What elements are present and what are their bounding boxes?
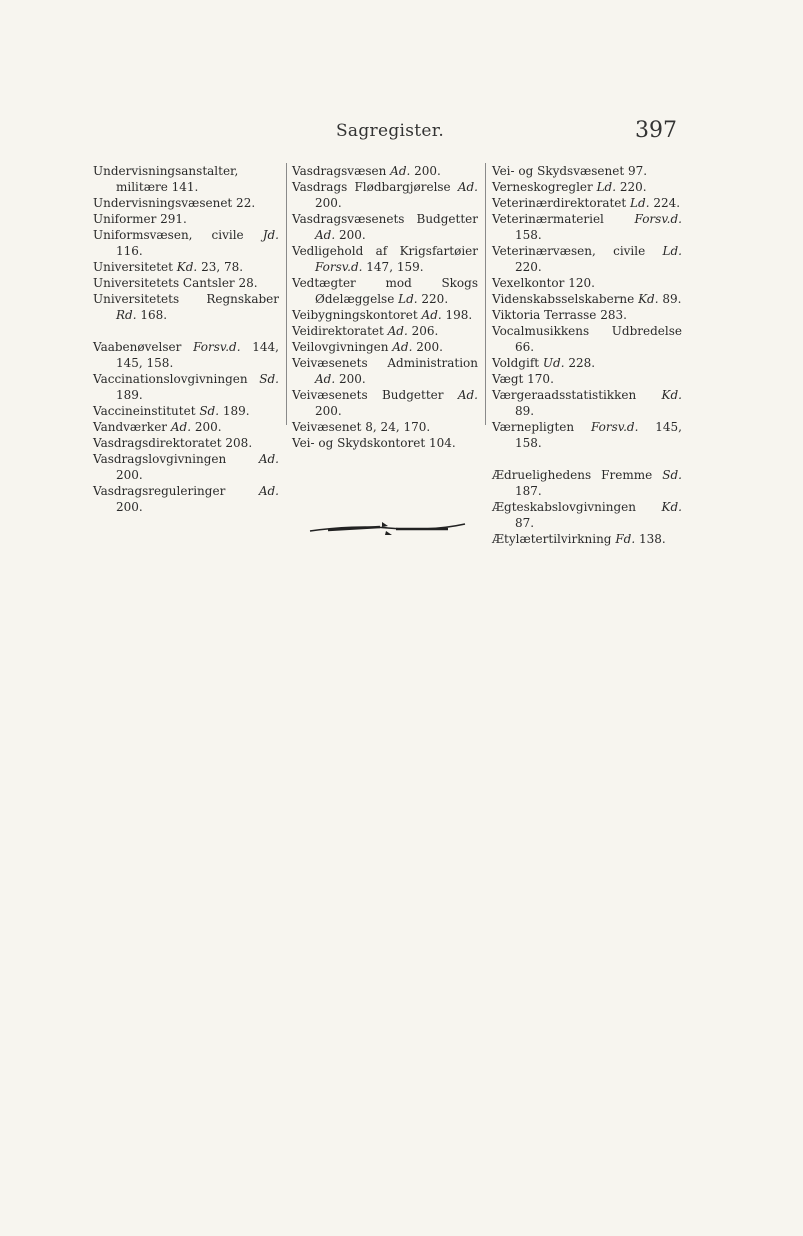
entry-pre: Veidirektoratet	[292, 324, 388, 338]
entry-pre: Undervisningsanstalter, militære 141.	[93, 164, 239, 194]
entry-pre: Veterinærvæsen, civile	[492, 244, 663, 258]
index-entry	[93, 275, 279, 291]
entry-pre: Veivæsenet 8, 24, 170.	[292, 420, 431, 434]
entry-post: 220.	[417, 292, 449, 306]
index-entry	[292, 307, 478, 323]
entry-pre: Vaccineinstitutet	[93, 404, 200, 418]
entry-ital: Ld.	[630, 196, 650, 210]
index-entry	[492, 467, 682, 499]
entry-post: 200.	[315, 196, 342, 210]
index-entry	[492, 355, 682, 371]
entry-ital: Ad.	[390, 164, 411, 178]
entry-post: 89.	[515, 404, 535, 418]
entry-ital: Ad.	[421, 308, 442, 322]
index-entry	[93, 195, 279, 211]
entry-ital: Forsv.d.	[590, 420, 639, 434]
index-entry	[93, 435, 279, 451]
index-entry	[492, 243, 682, 275]
entry-post: 116.	[116, 244, 143, 258]
entry-post: 144, 145, 158.	[116, 340, 279, 370]
entry-pre: Veibygningskontoret	[292, 308, 422, 322]
entry-pre: Veivæsenets Budgetter	[292, 388, 458, 402]
entry-pre: Universitetet	[93, 260, 177, 274]
entry-pre: Voldgift	[492, 356, 543, 370]
entry-ital: Ad.	[457, 180, 478, 194]
entry-post: 220.	[515, 260, 542, 274]
entry-pre: Værnepligten	[492, 420, 591, 434]
entry-pre: Videnskabsselskaberne	[492, 292, 639, 306]
entry-post: 23, 78.	[197, 260, 244, 274]
entry-pre: Vedtægter mod Skogs Ødelæggelse	[292, 276, 478, 306]
index-entry	[492, 211, 682, 243]
index-entry	[292, 243, 478, 275]
entry-post: 200.	[335, 372, 366, 386]
entry-ital: Forsv.d.	[315, 260, 363, 274]
entry-pre: Uniformsvæsen, civile	[93, 228, 263, 242]
entry-pre: Vasdrags Flødbargjørelse	[292, 180, 458, 194]
entry-pre: Vei- og Skydsvæsenet 97.	[492, 164, 648, 178]
entry-pre: Vedligehold af Krigsfartøier	[292, 244, 478, 258]
entry-post: 147, 159.	[362, 260, 424, 274]
entry-post: 220.	[616, 180, 647, 194]
entry-ital: Ad.	[258, 452, 279, 466]
entry-post: 198.	[441, 308, 473, 322]
index-entry	[93, 451, 279, 483]
index-entry	[492, 195, 682, 211]
entry-ital: Ad.	[315, 228, 336, 242]
entry-post: 200.	[116, 468, 143, 482]
index-entry	[93, 163, 279, 195]
entry-post: 87.	[515, 516, 535, 530]
entry-ital: Kd.	[638, 292, 659, 306]
entry-ital: Kd.	[176, 260, 198, 274]
entry-ital: Kd.	[661, 388, 682, 402]
entry-pre: Viktoria Terrasse 283.	[492, 308, 627, 322]
entry-pre: Vasdragsdirektoratet 208.	[93, 436, 253, 450]
index-entry	[492, 291, 682, 307]
entry-post: 200.	[410, 164, 441, 178]
index-entry	[492, 323, 682, 355]
entry-post: 206.	[407, 324, 439, 338]
entry-post: 187.	[515, 484, 542, 498]
entry-post: 200.	[315, 404, 342, 418]
entry-pre: Vandværker	[93, 420, 171, 434]
entry-pre: Vasdragsreguleringer	[93, 484, 259, 498]
entry-ital: Kd.	[661, 500, 682, 514]
index-entry	[93, 339, 279, 371]
entry-pre: Veterinærmateriel	[492, 212, 635, 226]
index-entry	[93, 259, 279, 275]
index-entry	[492, 371, 682, 387]
entry-pre: Vægt 170.	[492, 372, 554, 386]
index-entry	[292, 387, 478, 419]
entry-post: 189.	[219, 404, 250, 418]
entry-pre: Vaabenøvelser	[93, 340, 194, 354]
index-entry	[492, 179, 682, 195]
entry-ital: Sd.	[662, 468, 682, 482]
entry-ital: Ad.	[387, 324, 408, 338]
entry-pre: Vexelkontor 120.	[492, 276, 595, 290]
entry-ital: Ad.	[457, 388, 478, 402]
entry-post: 189.	[116, 388, 143, 402]
index-entry	[292, 419, 478, 435]
entry-pre: Universitetets Cantsler 28.	[93, 276, 258, 290]
index-entry	[492, 531, 682, 547]
index-entry	[492, 307, 682, 323]
entry-post: 200.	[191, 420, 222, 434]
entry-post: 89.	[658, 292, 682, 306]
index-entry	[292, 211, 478, 243]
index-column-3	[492, 163, 682, 547]
entry-post: 158.	[515, 228, 542, 242]
index-entry	[93, 403, 279, 419]
entry-pre: Værgeraadsstatistikken	[492, 388, 662, 402]
entry-pre: Vasdragsvæsen	[292, 164, 391, 178]
entry-post: 200.	[116, 500, 143, 514]
index-entry	[292, 355, 478, 387]
index-entry	[93, 419, 279, 435]
entry-post: 200.	[412, 340, 443, 354]
entry-pre: Undervisningsvæsenet 22.	[93, 196, 256, 210]
entry-ital: Ad.	[315, 372, 336, 386]
entry-pre: Universitetets Regnskaber	[93, 292, 279, 306]
entry-pre: Veterinærdirektoratet	[492, 196, 631, 210]
entry-ital: Ad.	[258, 484, 279, 498]
entry-ital: Ld.	[596, 180, 617, 194]
entry-ital: Ld.	[398, 292, 418, 306]
entry-pre: Ægteskabslovgivningen	[492, 500, 662, 514]
page-number: 397	[635, 118, 677, 143]
entry-post: 145, 158.	[515, 420, 682, 450]
entry-pre: Ædruelighedens Fremme	[492, 468, 663, 482]
entry-pre: Vei- og Skydskontoret 104.	[292, 436, 456, 450]
entry-ital: Forsv.d.	[634, 212, 682, 226]
index-entry	[492, 163, 682, 179]
entry-pre: Vasdragslovgivningen	[93, 452, 259, 466]
entry-ital: Ad.	[392, 340, 413, 354]
index-entry	[292, 179, 478, 211]
entry-post: 168.	[136, 308, 168, 322]
index-entry	[292, 435, 478, 451]
index-entry	[292, 275, 478, 307]
entry-pre: Vaccinationslovgivningen	[93, 372, 260, 386]
index-entry	[292, 163, 478, 179]
entry-ital: Rd.	[116, 308, 137, 322]
index-entry	[492, 419, 682, 451]
entry-ital: Fd.	[615, 532, 636, 546]
index-entry	[93, 483, 279, 515]
index-entry	[93, 371, 279, 403]
entry-pre: Vocalmusikkens Udbredelse 66.	[492, 324, 682, 354]
column-divider-1	[286, 163, 287, 425]
entry-pre: Verneskogregler	[492, 180, 597, 194]
entry-pre: Vasdragsvæsenets Budgetter	[292, 212, 478, 226]
index-entry	[93, 211, 279, 227]
entry-ital: Sd.	[259, 372, 279, 386]
flourish-ornament	[308, 518, 468, 540]
index-entry	[492, 499, 682, 531]
column-divider-2	[485, 163, 486, 425]
entry-ital: Ad.	[170, 420, 192, 434]
index-entry	[492, 387, 682, 419]
entry-pre: Veivæsenets Administration	[292, 356, 478, 370]
index-entry	[93, 227, 279, 259]
entry-post: 200.	[335, 228, 366, 242]
page-header	[0, 118, 803, 148]
index-entry	[292, 339, 478, 355]
entry-pre: Uniformer 291.	[93, 212, 187, 226]
entry-pre: Veilovgivningen	[292, 340, 393, 354]
entry-ital: Ud.	[542, 356, 565, 370]
index-column-2	[292, 163, 478, 451]
entry-pre: Ætylætertilvirkning	[492, 532, 616, 546]
entry-ital: Sd.	[199, 404, 220, 418]
index-entry	[292, 323, 478, 339]
running-title: Sagregister.	[335, 121, 445, 141]
entry-ital: Jd.	[262, 228, 279, 242]
entry-ital: Forsv.d.	[193, 340, 241, 354]
index-entry	[492, 275, 682, 291]
index-column-1	[93, 163, 279, 515]
entry-post: 228.	[564, 356, 596, 370]
index-entry	[93, 291, 279, 323]
entry-post: 224.	[649, 196, 681, 210]
entry-ital: Ld.	[662, 244, 682, 258]
entry-post: 138.	[635, 532, 666, 546]
